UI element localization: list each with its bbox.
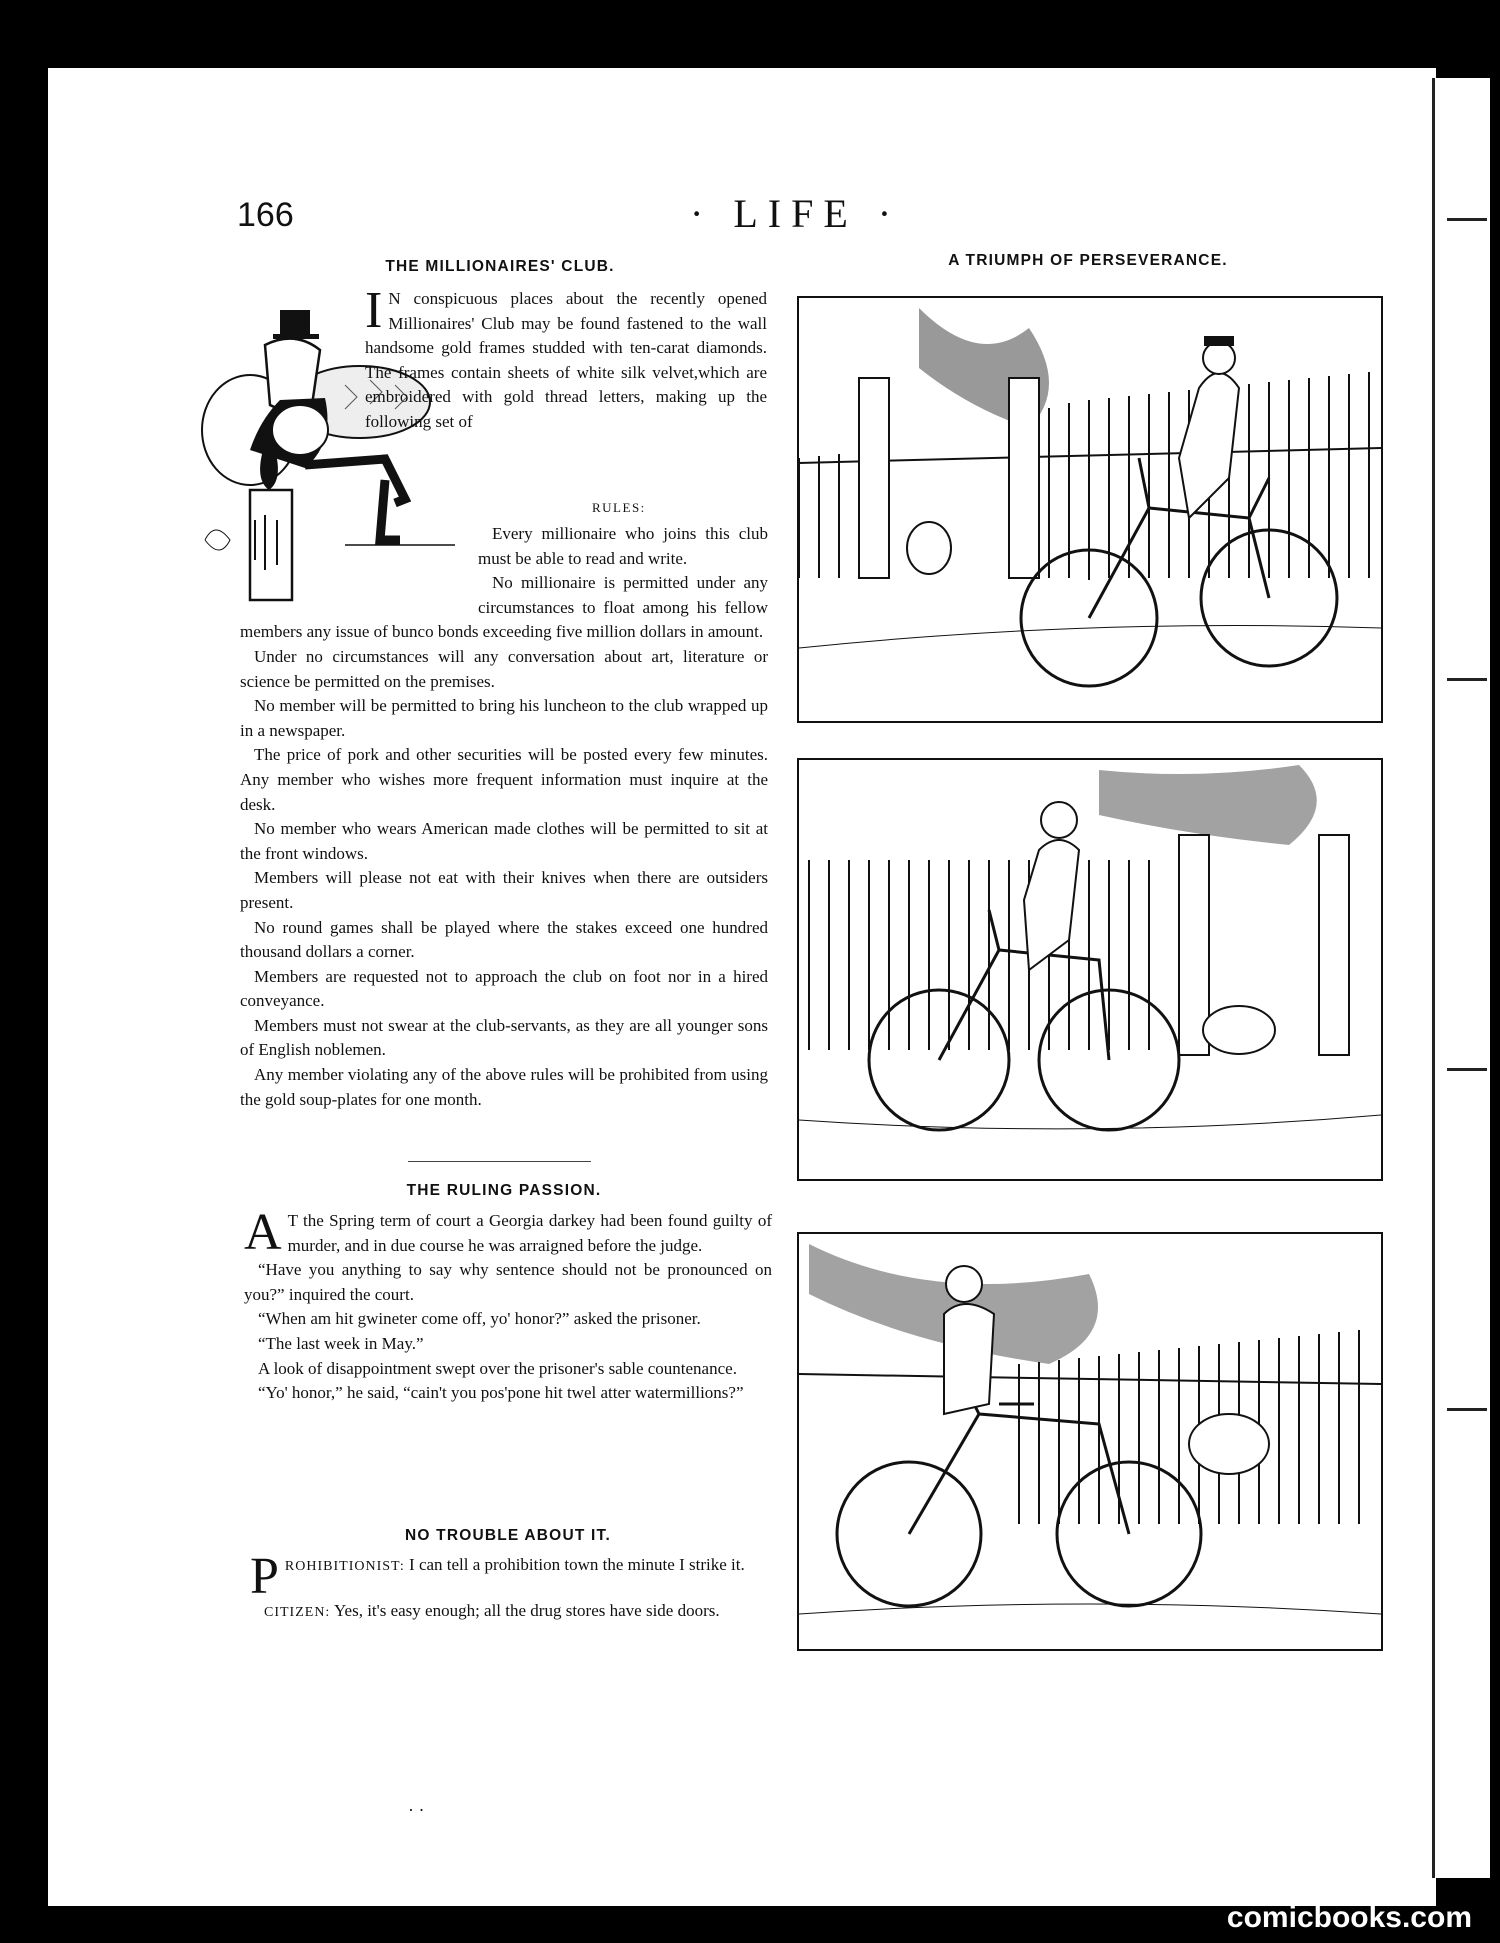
cartoon-panel-1 (797, 296, 1383, 723)
rule-item: Under no circumstances will any conversation about art, literature or science be permitted on the premises. (240, 646, 768, 691)
rule-item: The price of pork and other securities will be posted every few minutes. Any member who wishes more frequent information must inquire at the desk. (240, 745, 768, 814)
dropcap-i: I (365, 282, 383, 339)
millionaires-club-title: THE MILLIONAIRES' CLUB. (385, 258, 615, 275)
no-trouble-text: PROHIBITIONIST: I can tell a prohibition town the minute I strike it. CITIZEN: Yes, it's easy enough; all the drug stores have side doors. (250, 1548, 745, 1620)
dropcap-p: P (250, 1548, 279, 1605)
cartoon-title: A TRIUMPH OF PERSEVERANCE. (948, 252, 1228, 269)
masthead: · LIFE · (690, 191, 902, 236)
facing-page-edge (1432, 78, 1490, 1878)
dropcap-a: A (244, 1204, 282, 1261)
rule-item: No round games shall be played where the stakes exceed one hundred thousand dollars a corner. (240, 917, 768, 962)
rule-item: Members will please not eat with their knives when there are outsiders present. (240, 868, 768, 912)
ruling-passion-text: A T the Spring term of court a Georgia darkey had been found guilty of murder, and in due course he was arraigned before the judge. “Have you anything to say why sentence should not be pronounced on you?” inquired the court. “When am hit gwineter come off, yo' honor?” asked the prisoner. “The last week in May.” A look of disappointment swept over the prisoner's sable countenance. “Yo' honor,” he said, “cain't you pos'pone hit twel atter watermillions?” (244, 1204, 772, 1403)
rule-item: No member who wears American made clothes will be permitted to sit at the front windows. (240, 819, 768, 863)
page-number: 166 (237, 196, 294, 234)
rules-heading: RULES: (592, 500, 646, 515)
millionaires-club-intro: I N conspicuous places about the recently opened Millionaires' Club may be found fastened to the wall handsome gold frames studded with ten-carat diamonds. The frames contain sheets of white silk velvet,which are embroidered with gold thread letters, making up the following set of (365, 282, 767, 431)
cartoon-panel-2 (797, 758, 1383, 1181)
rule-item: Members must not swear at the club-servants, as they are all younger sons of English noblemen. (240, 1015, 768, 1060)
rule-item: Members are requested not to approach the club on foot nor in a hired conveyance. (240, 966, 768, 1011)
rule-item: No millionaire is permitted under any circumstances to float among his fellow members any issue of bunco bonds exceeding five million dollars in amount. (240, 573, 768, 642)
ruling-passion-title: THE RULING PASSION. (406, 1182, 602, 1199)
watermark: comicbooks.com (1226, 1901, 1472, 1934)
cartoon-panel-3 (797, 1232, 1383, 1651)
ink-dots: · · (408, 1800, 425, 1820)
section-divider (408, 1161, 591, 1162)
rule-item: No member will be permitted to bring his luncheon to the club wrapped up in a newspaper. (240, 696, 768, 740)
rules-list (240, 522, 768, 1112)
rule-item: Any member violating any of the above rules will be prohibited from using the gold soup-plates for one month. (240, 1065, 768, 1109)
no-trouble-title: NO TROUBLE ABOUT IT. (405, 1527, 611, 1544)
rule-item: Every millionaire who joins this club must be able to read and write. (478, 524, 768, 568)
